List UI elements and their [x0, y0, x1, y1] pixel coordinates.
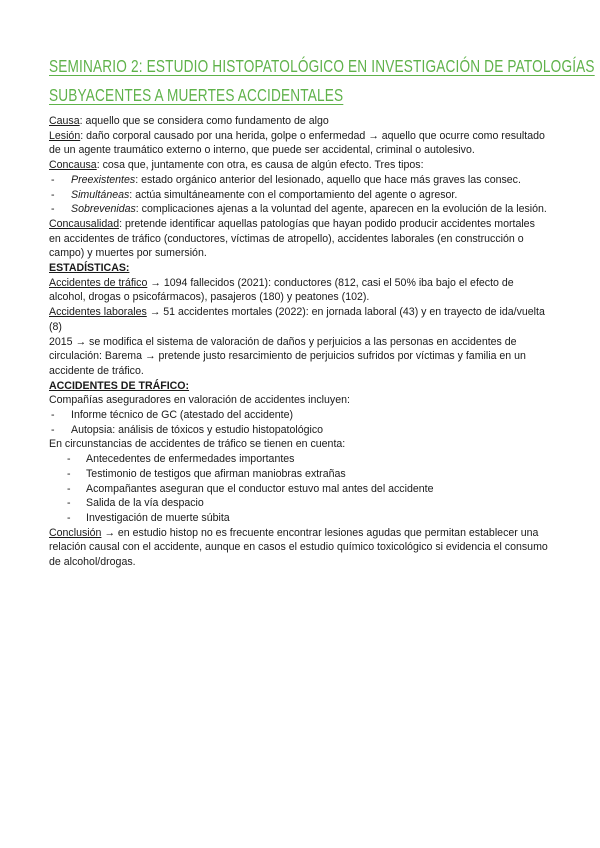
term-concausa: Concausa — [49, 159, 97, 172]
list-item: - Salida de la vía despacio — [49, 496, 549, 511]
list-item: - Acompañantes aseguran que el conductor estuvo mal antes del accidente — [49, 482, 549, 497]
term-sobrevenidas: Sobrevenidas — [71, 203, 136, 216]
definition-concausalidad — [49, 217, 549, 261]
text-simultaneas: : actúa simultáneamente con el comportamiento del agente o agresor. — [129, 188, 458, 201]
circunstancias-list — [49, 452, 549, 526]
aseguradoras-intro: Compañías aseguradores en valoración de accidentes incluyen: — [49, 394, 350, 407]
heading-accidentes-trafico: ACCIDENTES DE TRÁFICO: — [49, 379, 190, 392]
text-causa: : aquello que se considera como fundamento de algo — [79, 115, 329, 127]
term-causa: Causa — [49, 115, 80, 127]
term-lesion: Lesión — [49, 129, 81, 142]
text-conclusion: → en estudio histop no es frecuente encontrar lesiones agudas que permitan establecer una relación causal con el accidente, aunque en casos el estudio químico toxicológico si evidencia el consumo de alcohol/drogas. — [49, 526, 548, 569]
definition-concausa — [49, 158, 549, 173]
text-preexistentes: : estado orgánico anterior del lesionado, aquello que hace más graves las consec. — [135, 173, 521, 186]
definition-causa — [49, 114, 549, 129]
text-concausalidad: : pretende identificar aquellas patologías que hayan podido producir accidentes mortales en accidentes de tráfico (conductores, víctimas de atropello), accidentes laborales (en construcción o campo) y muertes por sumersión. — [49, 217, 535, 260]
list-item: - Investigación de muerte súbita — [49, 511, 549, 526]
list-item: - Antecedentes de enfermedades importantes — [49, 452, 549, 467]
stat-2015: 2015 → se modifica el sistema de valoración de daños y perjuicios a las personas en accidentes de circulación: Barema → pretende justo resarcimiento de perjuicios sufridos por víctimas y familia en un accidente de tráfico. — [49, 335, 526, 377]
term-conclusion: Conclusión — [49, 526, 102, 539]
concausa-types-list — [49, 173, 549, 217]
list-item — [49, 173, 549, 188]
title-line-1: SEMINARIO 2: ESTUDIO HISTOPATOLÓGICO EN INVESTIGACIÓN DE PATOLOGÍAS — [49, 56, 595, 76]
term-concausalidad: Concausalidad — [49, 217, 120, 230]
list-item: - Informe técnico de GC (atestado del accidente) — [49, 408, 549, 423]
title-line-2: SUBYACENTES A MUERTES ACCIDENTALES — [49, 85, 344, 105]
stat-laborales — [49, 305, 549, 334]
circunstancias-intro: En circunstancias de accidentes de tráfico se tienen en cuenta: — [49, 438, 346, 451]
term-preexistentes: Preexistentes — [71, 173, 136, 186]
list-item: - Testimonio de testigos que afirman maniobras extrañas — [49, 467, 549, 482]
stat-trafico — [49, 276, 549, 305]
aseguradoras-list — [49, 408, 549, 437]
list-item — [49, 202, 549, 217]
term-accidentes-laborales: Accidentes laborales — [49, 306, 147, 319]
text-sobrevenidas: : complicaciones ajenas a la voluntad del agente, aparecen en la evolución de la lesión. — [135, 203, 547, 216]
page-title — [49, 52, 595, 110]
term-simultaneas: Simultáneas — [71, 188, 130, 201]
text-accidentes-trafico: → 1094 fallecidos (2021): conductores (812, casi el 50% iba bajo el efecto de alcohol, drogas o psicofármacos), pasajeros (180) y peatones (102). — [49, 276, 514, 304]
text-concausa: : cosa que, juntamente con otra, es causa de algún efecto. Tres tipos: — [96, 159, 424, 172]
notes-body — [49, 114, 549, 570]
conclusion — [49, 526, 549, 570]
list-item — [49, 188, 549, 203]
definition-lesion — [49, 129, 549, 158]
list-item: - Autopsia: análisis de tóxicos y estudio histopatológico — [49, 423, 549, 438]
text-accidentes-laborales: → 51 accidentes mortales (2022): en jornada laboral (43) y en trayecto de ida/vuelta (8) — [49, 306, 545, 333]
term-accidentes-trafico: Accidentes de tráfico — [49, 276, 148, 289]
heading-estadisticas: ESTADÍSTICAS: — [49, 262, 130, 275]
text-lesion: : daño corporal causado por una herida, golpe o enfermedad → aquello que ocurre como resultado de un agente traumático externo o interno, que puede ser accidental, criminal o autolesivo. — [49, 129, 545, 157]
